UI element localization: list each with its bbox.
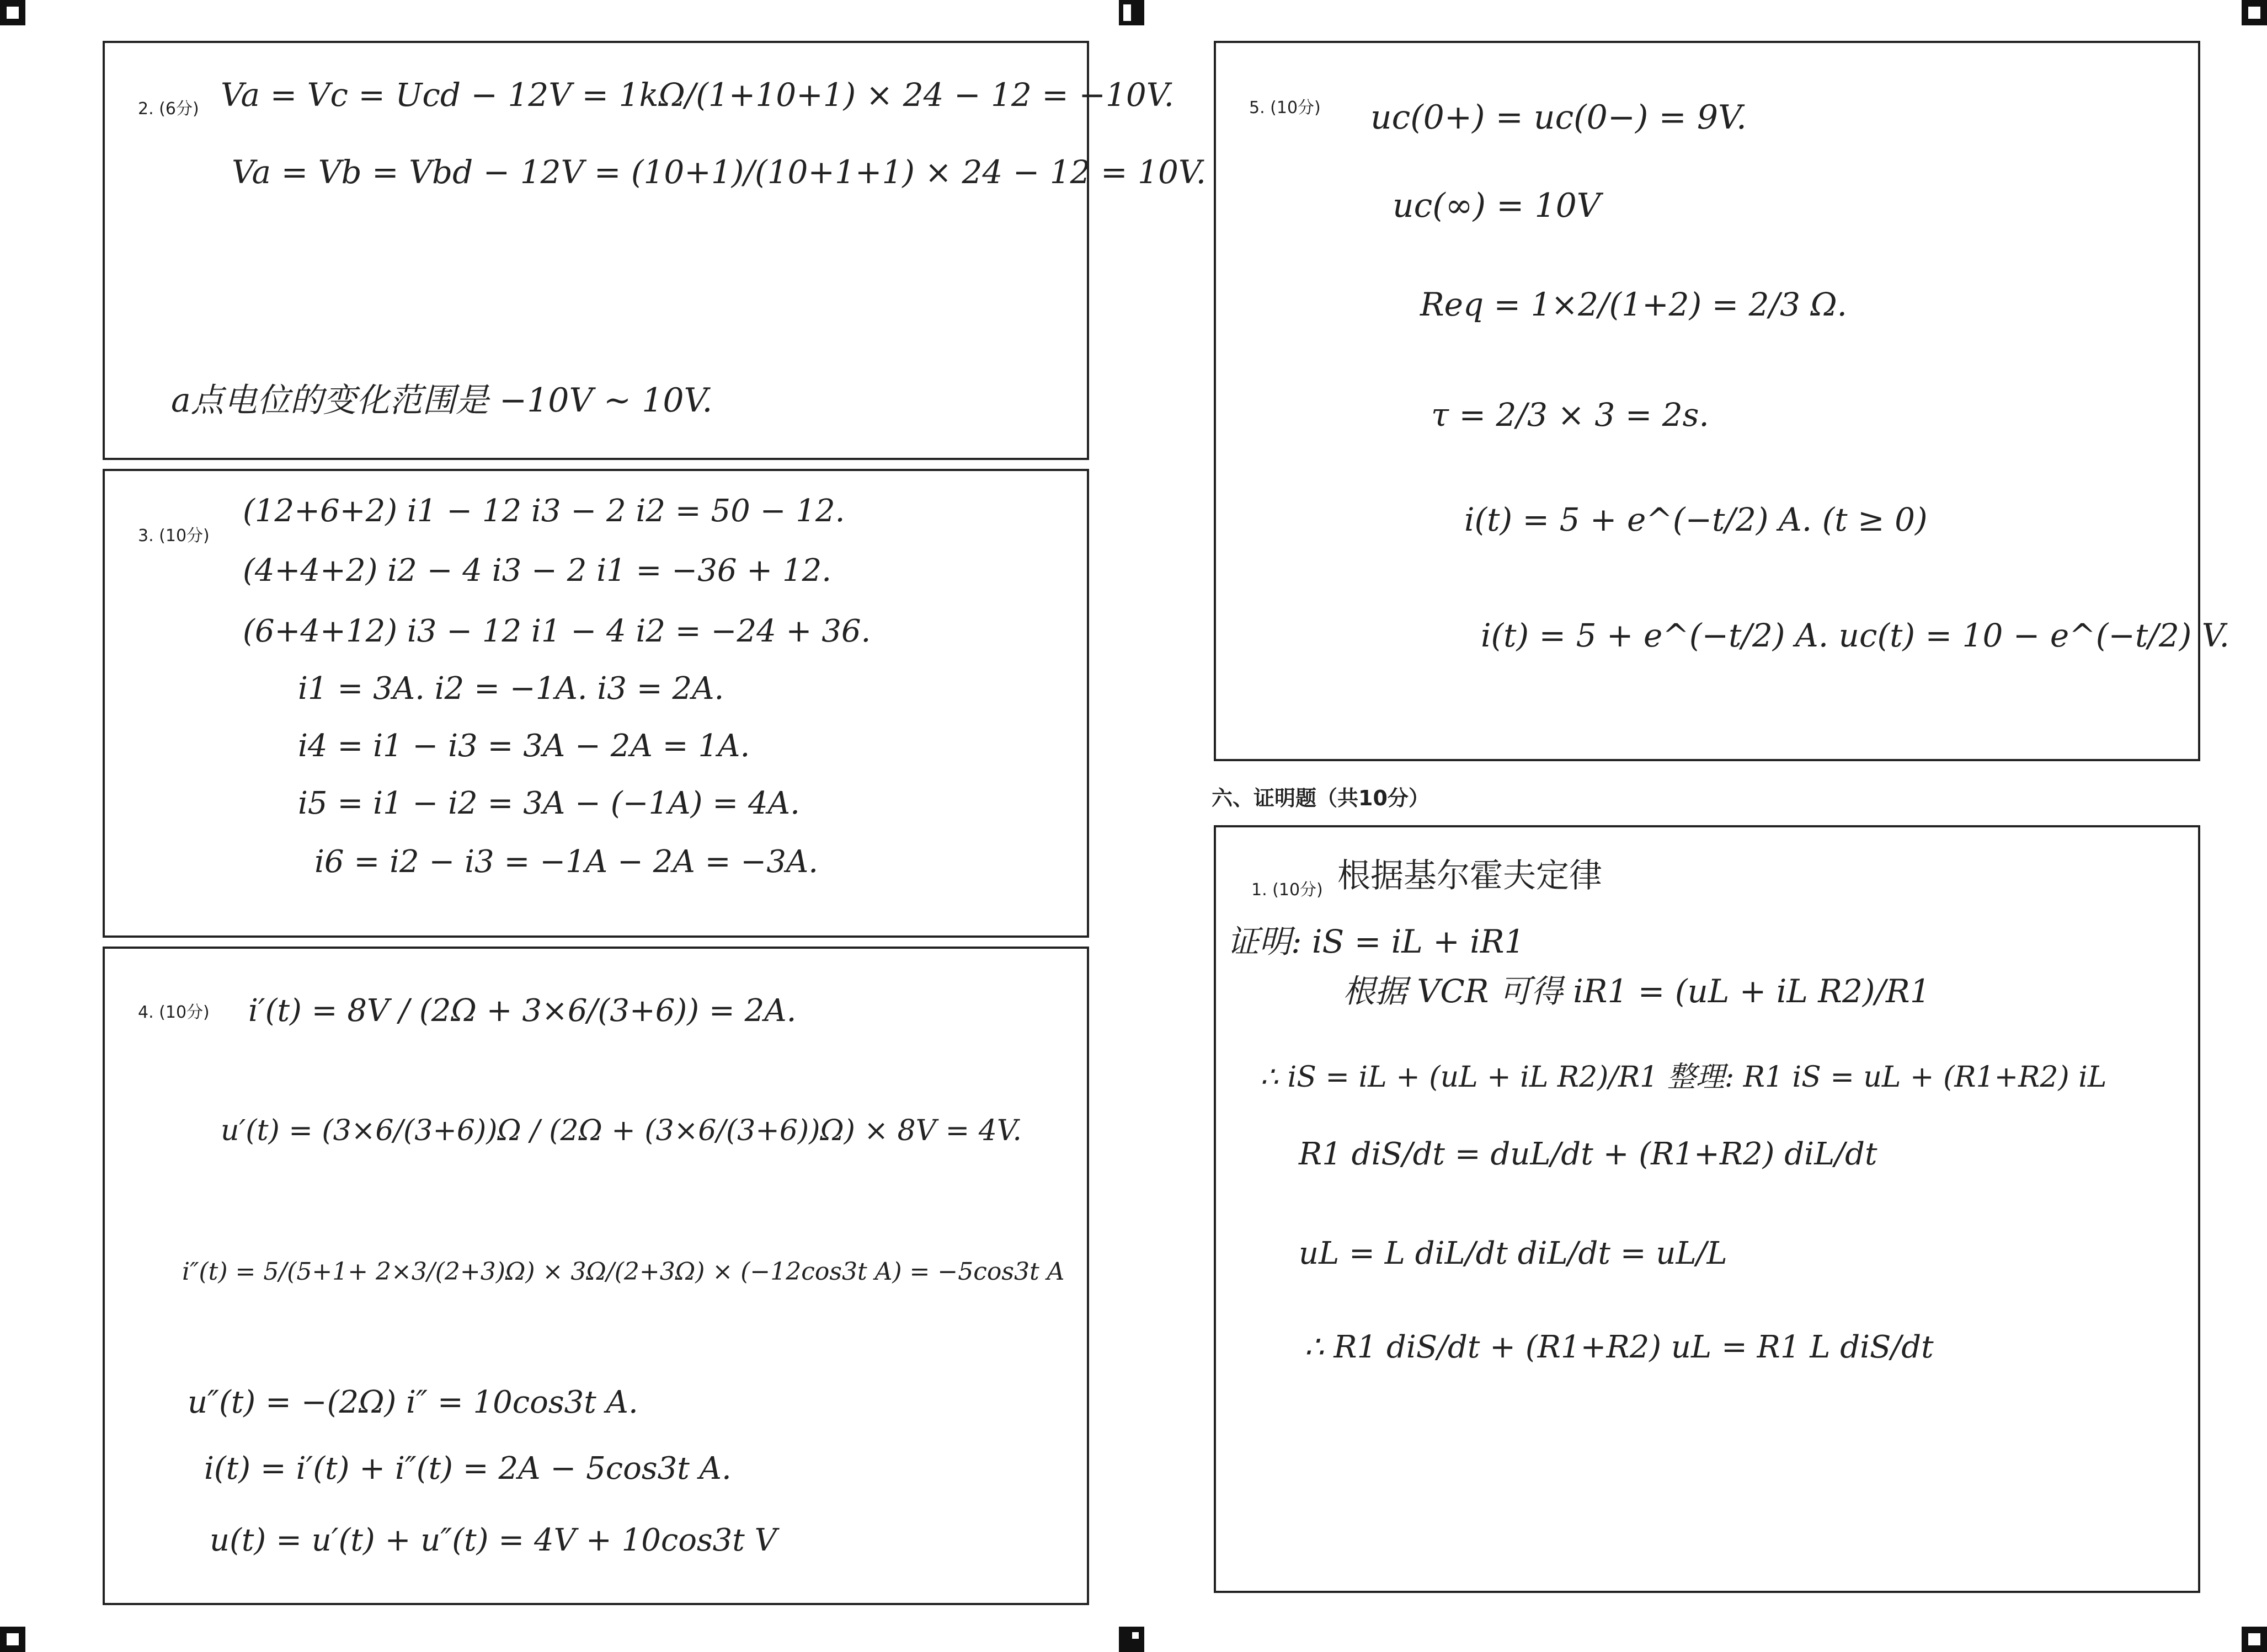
q3-answer-box: [103, 469, 1089, 938]
proof-line-6: uL = L diL/dt diL/dt = uL/L: [1299, 1236, 1727, 1271]
q2-answer-box: [103, 41, 1207, 460]
q4-line-6: u(t) = u′(t) + u″(t) = 4V + 10cos3t V: [210, 1522, 777, 1558]
q5-answer-box: [1214, 41, 2229, 761]
q5-line-2: uc(∞) = 10V: [1393, 186, 1601, 225]
marker-top-left: [0, 0, 25, 25]
q3-line-6: i5 = i1 − i2 = 3A − (−1A) = 4A.: [298, 785, 800, 821]
marker-bottom-left: [0, 1627, 25, 1652]
q4-line-1: i′(t) = 8V / (2Ω + 3×6/(3+6)) = 2A.: [248, 993, 797, 1029]
q3-label: 3. (10分): [138, 526, 210, 546]
marker-top-center: [1119, 0, 1144, 25]
q4-label: 4. (10分): [138, 1003, 210, 1022]
q5-line-1: uc(0+) = uc(0−) = 9V.: [1370, 98, 1747, 137]
marker-bottom-right: [2242, 1627, 2267, 1652]
q3-line-7: i6 = i2 − i3 = −1A − 2A = −3A.: [314, 844, 819, 880]
q2-line-2: Va = Vb = Vbd − 12V = (10+1)/(10+1+1) × 24 − 12 = 10V.: [232, 153, 1207, 191]
q3-line-2: (4+4+2) i2 − 4 i3 − 2 i1 = −36 + 12.: [243, 553, 832, 589]
section-6-title: 六、证明题（共10分）: [1212, 786, 1429, 810]
q4-line-5: i(t) = i′(t) + i″(t) = 2A − 5cos3t A.: [204, 1451, 732, 1487]
q5-line-6: i(t) = 5 + e^(−t/2) A. uc(t) = 10 − e^(−t/2) V.: [1481, 617, 2229, 654]
q3-line-3: (6+4+12) i3 − 12 i1 − 4 i2 = −24 + 36.: [243, 613, 871, 649]
q2-label: 2. (6分): [138, 99, 199, 119]
marker-bottom-center: [1119, 1627, 1144, 1652]
proof-q1-label: 1. (10分): [1251, 880, 1323, 900]
q4-line-2: u′(t) = (3×6/(3+6))Ω / (2Ω + (3×6/(3+6))Ω) × 8V = 4V.: [221, 1114, 1022, 1147]
proof-line-7: ∴ R1 diS/dt + (R1+R2) uL = R1 L diS/dt: [1304, 1329, 1934, 1365]
q3-line-5: i4 = i1 − i3 = 3A − 2A = 1A.: [298, 728, 750, 764]
q4-answer-box: [103, 947, 1089, 1605]
marker-top-right: [2242, 0, 2267, 25]
proof-line-2: 证明: iS = iL + iR1: [1227, 923, 1525, 960]
q3-line-1: (12+6+2) i1 − 12 i3 − 2 i2 = 50 − 12.: [243, 493, 845, 529]
proof-line-5: R1 diS/dt = duL/dt + (R1+R2) diL/dt: [1299, 1136, 1877, 1172]
q5-line-5: i(t) = 5 + e^(−t/2) A. (t ≥ 0): [1464, 501, 1928, 538]
q3-line-4: i1 = 3A. i2 = −1A. i3 = 2A.: [298, 671, 724, 707]
q5-line-3: Req = 1×2/(1+2) = 2/3 Ω.: [1420, 286, 1847, 323]
proof-line-3: 根据 VCR 可得 iR1 = (uL + iL R2)/R1: [1343, 972, 1930, 1010]
q4-line-3: i″(t) = 5/(5+1+ 2×3/(2+3)Ω) × 3Ω/(2+3Ω) × (−12cos3t A) = −5cos3t A: [182, 1258, 1065, 1286]
q5-label: 5. (10分): [1249, 98, 1321, 117]
proof-line-1: 根据基尔霍夫定律: [1337, 857, 1602, 895]
proof-answer-box: [1214, 825, 2200, 1593]
q4-line-4: u″(t) = −(2Ω) i″ = 10cos3t A.: [188, 1384, 638, 1420]
proof-line-4: ∴ iS = iL + (uL + iL R2)/R1 整理: R1 iS = uL + (R1+R2) iL: [1260, 1061, 2107, 1094]
q2-line-1: Va = Vc = Ucd − 12V = 1kΩ/(1+10+1) × 24 − 12 = −10V.: [221, 76, 1174, 114]
q5-line-4: τ = 2/3 × 3 = 2s.: [1431, 396, 1709, 434]
q2-line-3: a点电位的变化范围是 −10V ~ 10V.: [171, 381, 713, 420]
